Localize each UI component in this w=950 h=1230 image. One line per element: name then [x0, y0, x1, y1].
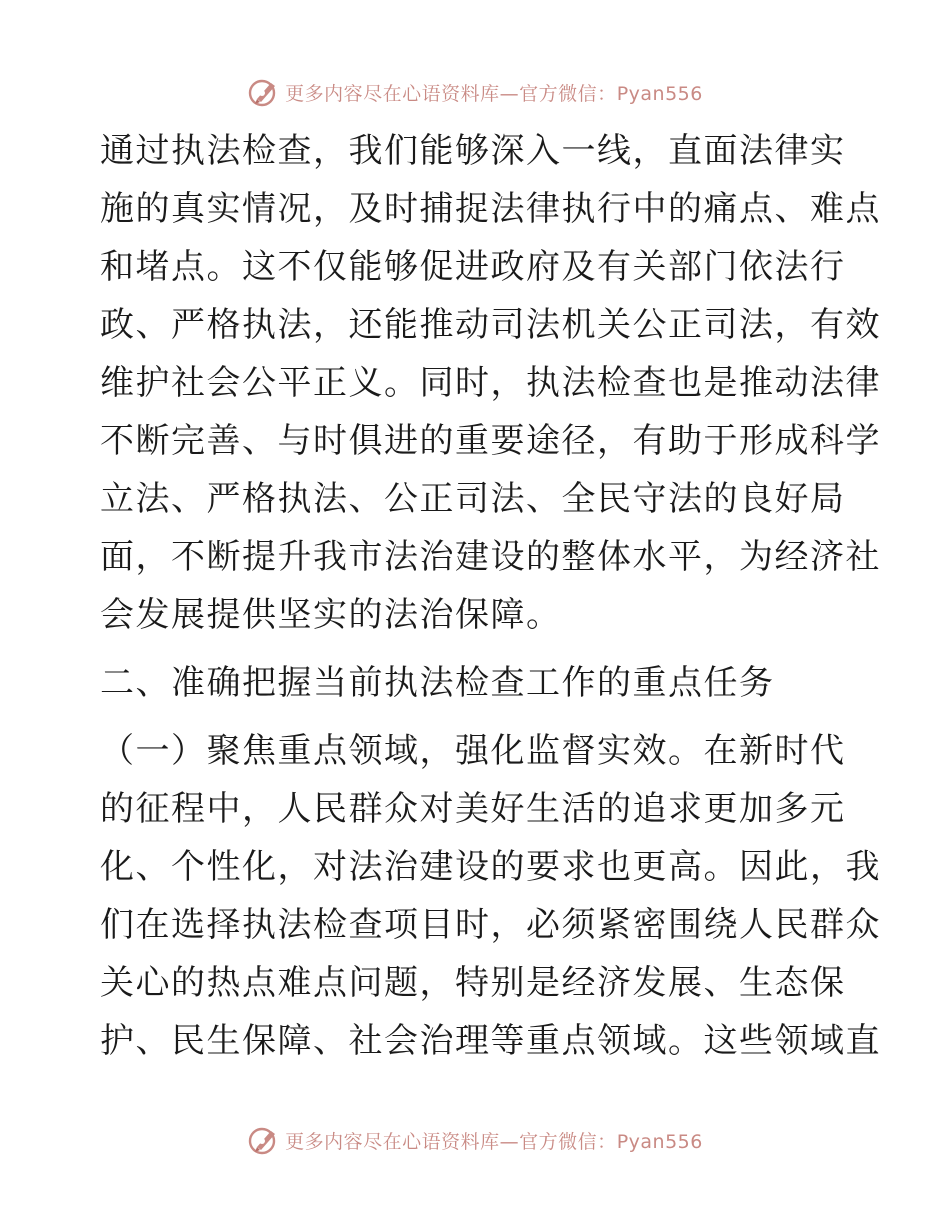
watermark-text: 更多内容尽在心语资料库—官方微信：Pyan556 [285, 82, 703, 105]
paragraph-1 [100, 122, 881, 644]
text-line: 政、严格执法，还能推动司法机关公正司法，有效 [100, 305, 881, 345]
text-line: 关心的热点难点问题，特别是经济发展、生态保 [100, 963, 846, 1003]
text-line: 会发展提供坚实的法治保障。 [100, 595, 562, 635]
text-line: 立法、严格执法、公正司法、全民守法的良好局 [100, 479, 846, 519]
text-line: 化、个性化，对法治建设的要求也更高。因此，我 [100, 847, 881, 887]
footer-watermark [0, 1120, 950, 1160]
text-line: 通过执法检查，我们能够深入一线，直面法律实 [100, 131, 846, 171]
text-line: 和堵点。这不仅能够促进政府及有关部门依法行 [100, 247, 846, 287]
text-line: 维护社会公平正义。同时，执法检查也是推动法律 [100, 363, 881, 403]
text-line: 的征程中，人民群众对美好生活的追求更加多元 [100, 789, 846, 829]
text-line: 护、民生保障、社会治理等重点领域。这些领域直 [100, 1021, 881, 1061]
pen-logo-icon [247, 1123, 281, 1157]
text-line: 不断完善、与时俱进的重要途径，有助于形成科学 [100, 421, 881, 461]
text-line: 面，不断提升我市法治建设的整体水平，为经济社 [100, 537, 881, 577]
pen-logo-icon [247, 75, 281, 109]
section-heading: 二、准确把握当前执法检查工作的重点任务 [100, 663, 775, 703]
paragraph-2 [100, 722, 881, 1070]
text-line: 们在选择执法检查项目时，必须紧密围绕人民群众 [100, 905, 881, 945]
text-line: （一）聚焦重点领域，强化监督实效。在新时代 [100, 731, 846, 771]
watermark-text: 更多内容尽在心语资料库—官方微信：Pyan556 [285, 1130, 703, 1153]
header-watermark [0, 72, 950, 112]
text-line: 施的真实情况，及时捕捉法律执行中的痛点、难点 [100, 189, 881, 229]
document-body [100, 122, 881, 1070]
